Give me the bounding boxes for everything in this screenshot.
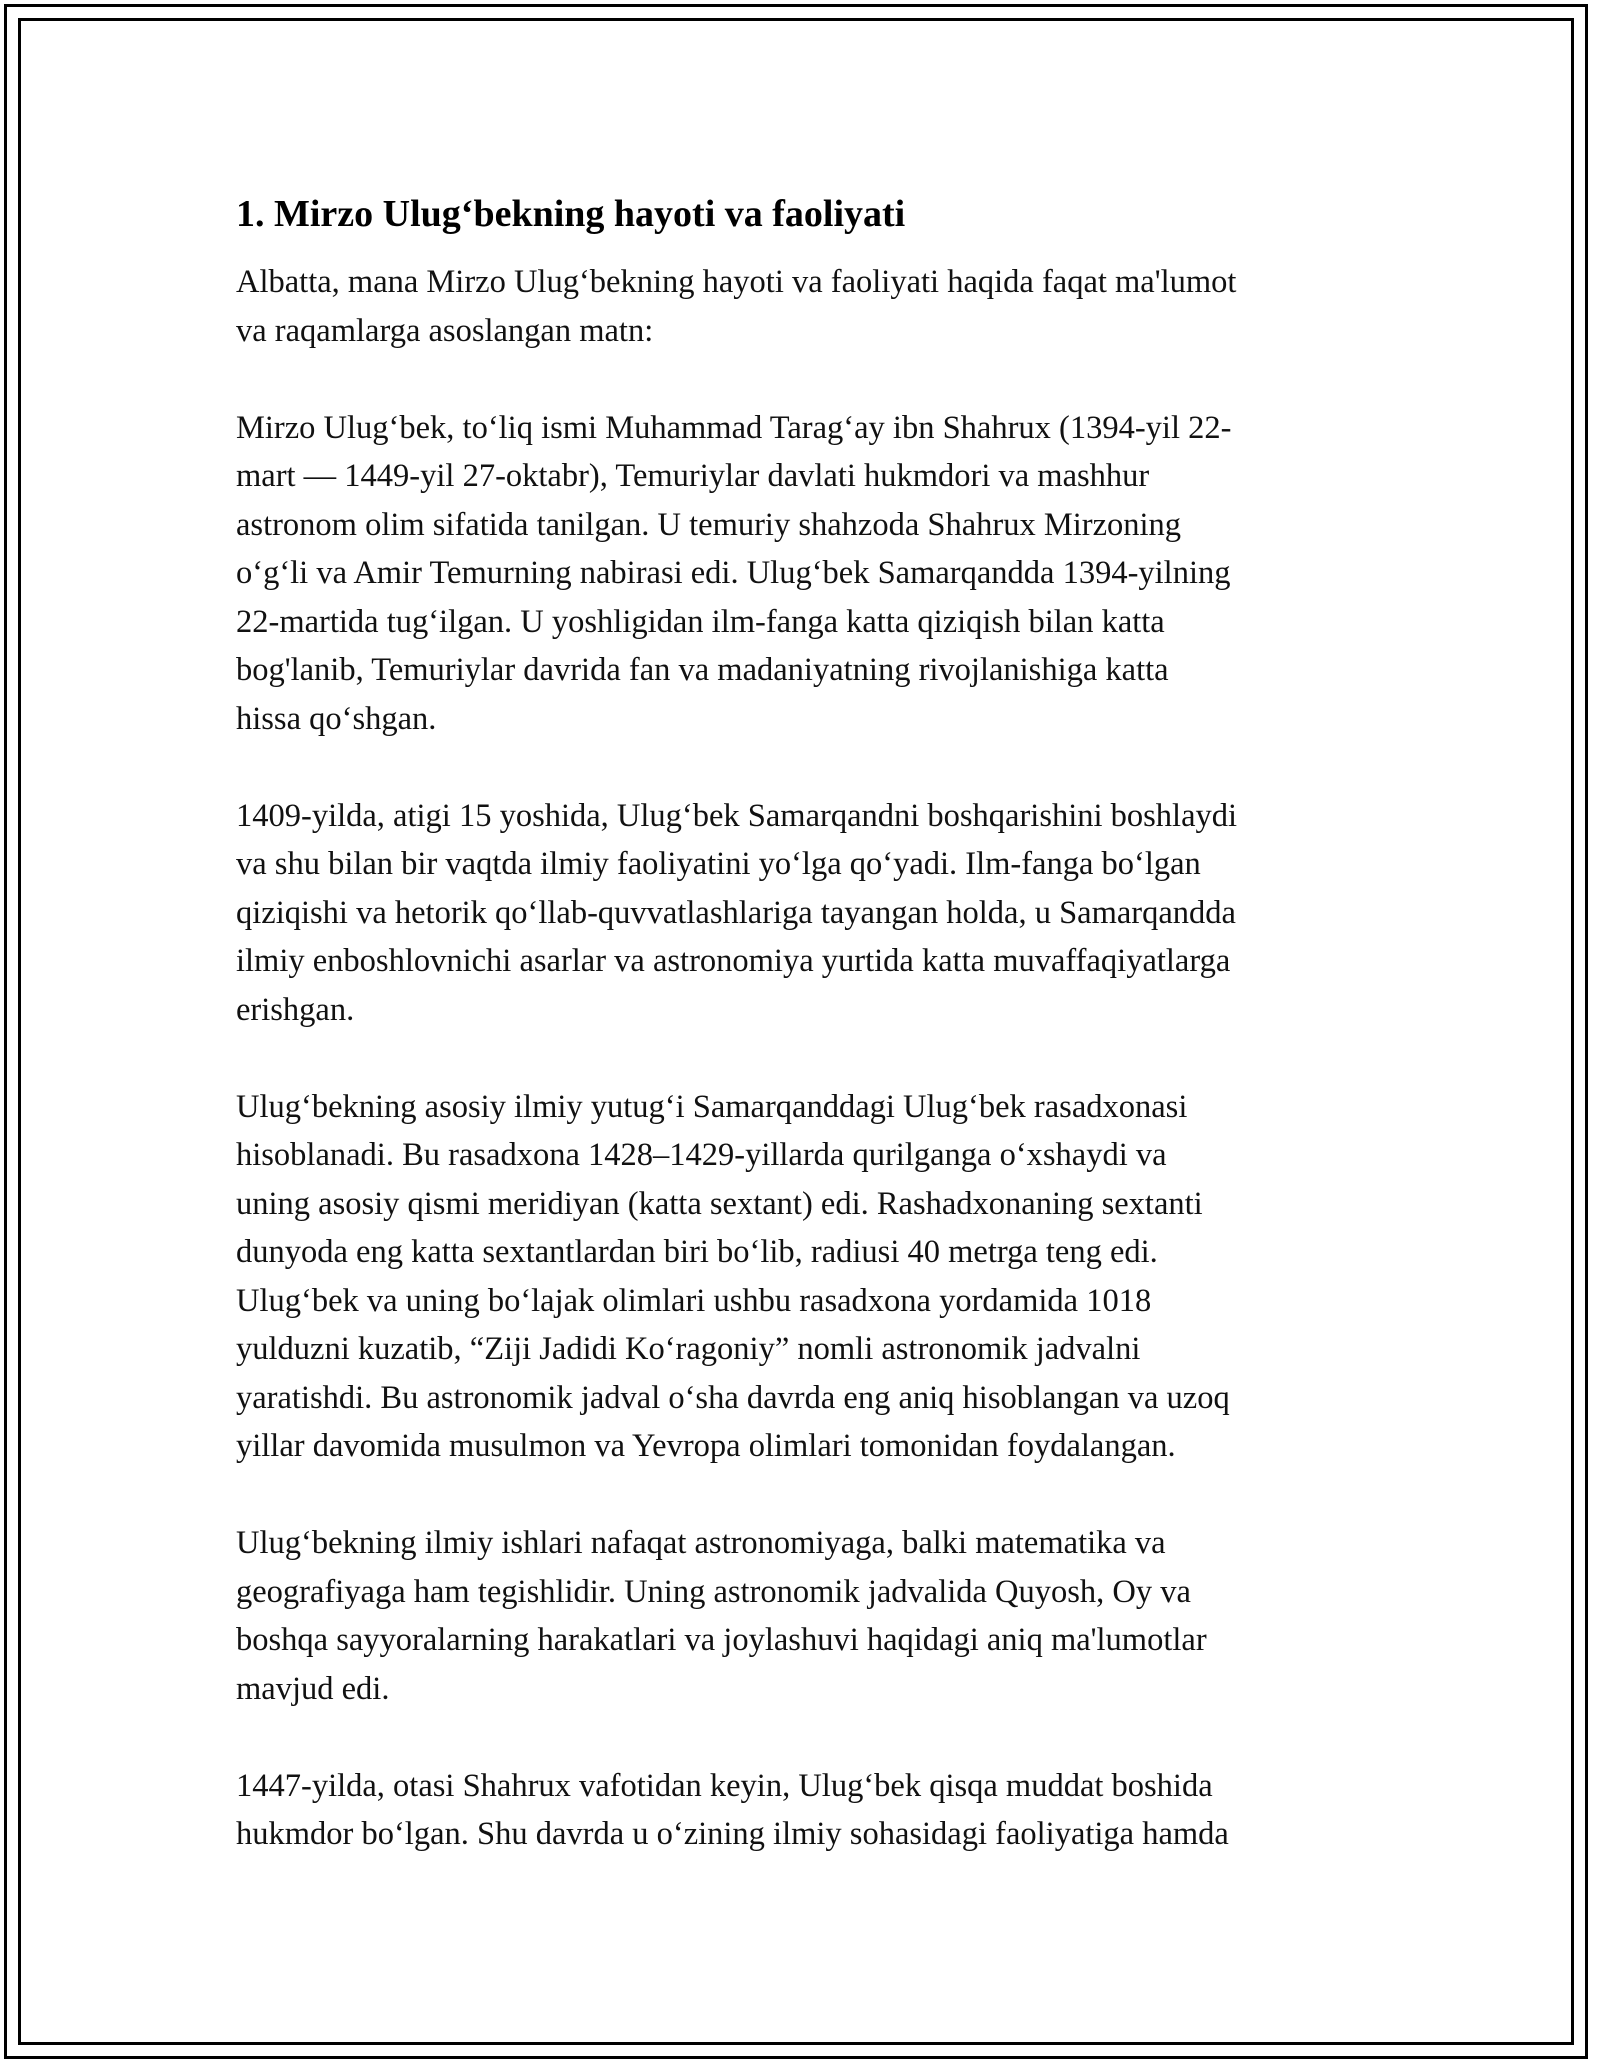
document-title: 1. Mirzo Ulug‘bekning hayoti va faoliyati	[236, 193, 906, 235]
paragraph-scientific-works: Ulug‘bekning ilmiy ishlari nafaqat astronomiyaga, balki matematika va geografiyaga ham tegishlidir. Uning astronomik jadvalida Quyosh, Oy va boshqa sayyoralarning harakatlari va joylashuvi haqidagi aniq ma'lumotlar mavjud edi.	[236, 1525, 1207, 1707]
paragraph-biography: Mirzo Ulug‘bek, to‘liq ismi Muhammad Tarag‘ay ibn Shahrux (1394-yil 22- mart — 1449-yil 27-oktabr), Temuriylar davlati hukmdori va mashhur astronom olim sifatida tanilgan. U temuriy shahzoda Shahrux Mirzoning o‘g‘li va Amir Temurning nabirasi edi. Ulug‘bek Samarqandda 1394-yilning 22-martida tug‘ilgan. U yoshligidan ilm-fanga katta qiziqish bilan katta bog'lanib, Temuriylar davrida fan va madaniyatning rivojlanishiga katta hissa qo‘shgan.	[236, 409, 1232, 737]
paragraph-rule-1409: 1409-yilda, atigi 15 yoshida, Ulug‘bek Samarqandni boshqarishini boshlaydi va shu bilan bir vaqtda ilmiy faoliyatini yo‘lga qo‘yadi. Ilm-fanga bo‘lgan qiziqishi va hetorik qo‘llab-quvvatlashlariga tayangan holda, u Samarqandda ilmiy enboshlovnichi asarlar va astronomiya yurtida katta muvaffaqiyatlarga erishgan.	[236, 797, 1238, 1028]
paragraph-intro: Albatta, mana Mirzo Ulug‘bekning hayoti va faoliyati haqida faqat ma'lumot va raqamlarga asoslangan matn:	[236, 264, 1237, 349]
paragraph-rule-1447: 1447-yilda, otasi Shahrux vafotidan keyin, Ulug‘bek qisqa muddat boshida hukmdor bo‘lgan. Shu davrda u o‘zining ilmiy sohasidagi faoliyatiga hamda	[236, 1767, 1229, 1852]
document-body	[236, 184, 1371, 1907]
paragraph-observatory: Ulug‘bekning asosiy ilmiy yutug‘i Samarqanddagi Ulug‘bek rasadxonasi hisoblanadi. Bu rasadxona 1428–1429-yillarda qurilganga o‘xshaydi va uning asosiy qismi meridiyan (katta sextant) edi. Rashadxonaning sextanti dunyoda eng katta sextantlardan biri bo‘lib, radiusi 40 metrga teng edi. Ulug‘bek va uning bo‘lajak olimlari ushbu rasadxona yordamida 1018 yulduzni kuzatib, “Ziji Jadidi Ko‘ragoniy” nomli astronomik jadvalni yaratishdi. Bu astronomik jadval o‘sha davrda eng aniq hisoblangan va uzoq yillar davomida musulmon va Yevropa olimlari tomonidan foydalangan.	[236, 1088, 1230, 1464]
